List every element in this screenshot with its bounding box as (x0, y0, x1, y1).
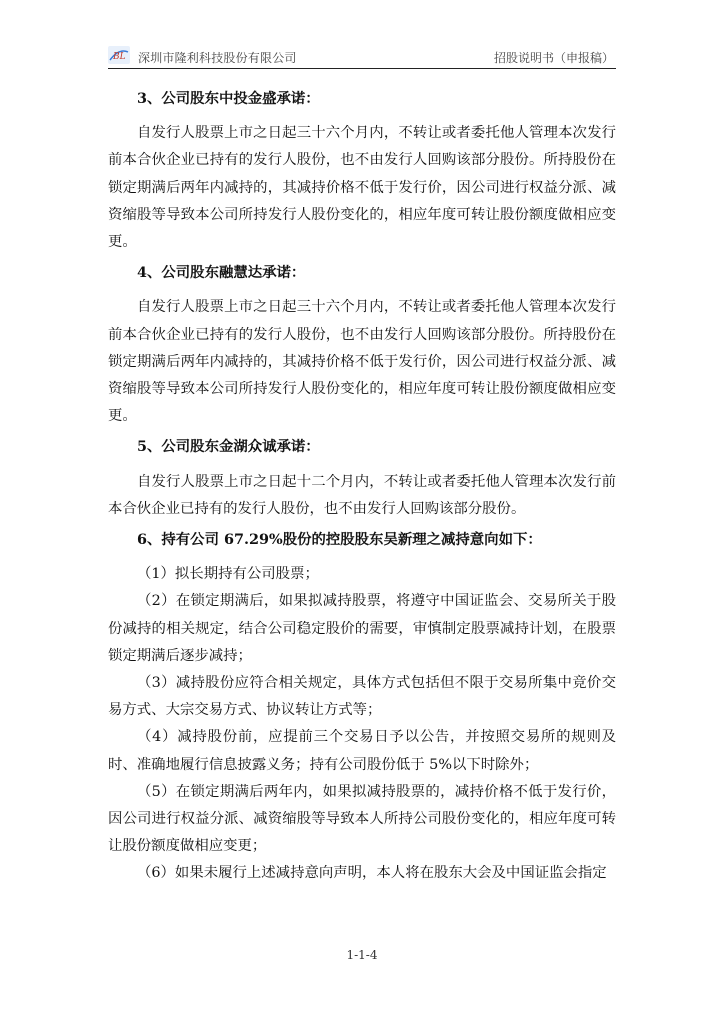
company-name: 深圳市隆利科技股份有限公司 (138, 51, 297, 65)
list-item: （1）拟长期持有公司股票； (137, 566, 319, 583)
page-header (108, 44, 616, 69)
list-item: （4）减持股份前，应提前三个交易日予以公告，并按照交易所的规则及时、准确地履行信息披露义务；持有公司股份低于 5%以下时除外； (108, 729, 616, 773)
document-title: 招股说明书（申报稿） (493, 51, 614, 65)
page-content (108, 82, 616, 888)
list-item: （5）在锁定期满后两年内，如果拟减持股票的，减持价格不低于发行价，因公司进行权益分派、减资缩股等导致本人所持公司股份变化的，相应年度可转让股份额度做相应变更； (108, 783, 616, 855)
company-logo-icon (108, 46, 130, 64)
section-body-3: 自发行人股票上市之日起三十六个月内，不转让或者委托他人管理本次发行前本合伙企业已持有的发行人股份，也不由发行人回购该部分股份。所持股份在锁定期满后两年内减持的，其减持价格不低于发行价，因公司进行权益分派、减资缩股等导致本公司所持发行人股份变化的，相应年度可转让股份额度做相应变更。 (108, 125, 616, 251)
section-body-4: 自发行人股票上市之日起三十六个月内，不转让或者委托他人管理本次发行前本合伙企业已持有的发行人股份，也不由发行人回购该部分股份。所持股份在锁定期满后两年内减持的，其减持价格不低于发行价，因公司进行权益分派、减资缩股等导致本公司所持发行人股份变化的，相应年度可转让股份额度做相应变更。 (108, 299, 616, 425)
list-item: （2）在锁定期满后，如果拟减持股票，将遵守中国证监会、交易所关于股份减持的相关规定，结合公司稳定股价的需要，审慎制定股票减持计划，在股票锁定期满后逐步减持； (108, 593, 616, 664)
list-item: （3）减持股份应符合相关规定，具体方式包括但不限于交易所集中竞价交易方式、大宗交易方式、协议转让方式等； (108, 675, 616, 719)
section-heading-3: 3、公司股东中投金盛承诺： (137, 90, 320, 107)
section-heading-6: 6、持有公司 67.29%股份的控股股东吴新理之减持意向如下： (137, 531, 542, 549)
section-heading-4: 4、公司股东融慧达承诺： (137, 264, 306, 282)
page-number: 1-1-4 (346, 948, 378, 962)
svg-text:BL: BL (113, 52, 126, 62)
list-item: （6）如果未履行上述减持意向声明，本人将在股东大会及中国证监会指定 (137, 865, 607, 882)
section-heading-5: 5、公司股东金湖众诚承诺： (137, 438, 320, 456)
section-body-5: 自发行人股票上市之日起十二个月内，不转让或者委托他人管理本次发行前本合伙企业已持有的发行人股份，也不由发行人回购该部分股份。 (108, 473, 616, 517)
